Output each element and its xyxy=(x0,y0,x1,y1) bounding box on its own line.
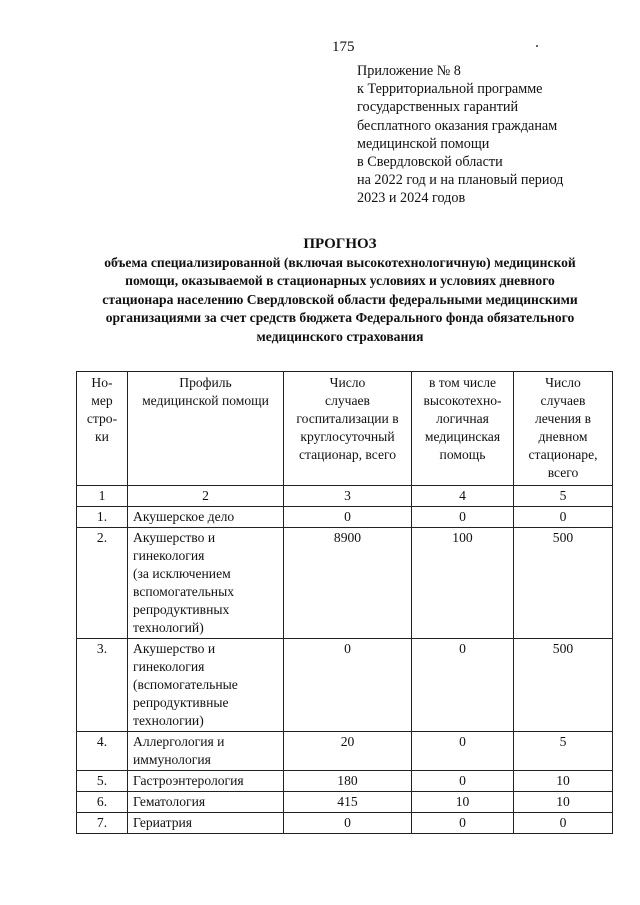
row-number: 5. xyxy=(77,771,128,792)
appendix-line: государственных гарантий xyxy=(357,99,519,116)
header-profile: Профиль медицинской помощи xyxy=(128,372,284,486)
header-day-hospital: Число случаев лечения в дневном стационаре, всего xyxy=(514,372,613,486)
table-row xyxy=(77,507,613,528)
appendix-line: 2023 и 2024 годов xyxy=(357,190,466,207)
day-hospital-value: 0 xyxy=(514,507,613,528)
hospitalization-value: 180 xyxy=(284,771,412,792)
hospitalization-value: 415 xyxy=(284,792,412,813)
row-number: 7. xyxy=(77,813,128,834)
row-number: 2. xyxy=(77,528,128,639)
hightech-value: 10 xyxy=(412,792,514,813)
appendix-line: медицинской помощи xyxy=(357,135,490,152)
hightech-value: 0 xyxy=(412,507,514,528)
title-heading: ПРОГНОЗ xyxy=(303,236,377,252)
page-number: 175 xyxy=(332,39,355,55)
forecast-table xyxy=(76,371,613,834)
day-hospital-value: 500 xyxy=(514,639,613,732)
header-row-number: Но- мер стро- ки xyxy=(77,372,128,486)
table-row xyxy=(77,771,613,792)
profile-cell: Акушерство и гинекология (вспомогательные репродуктивные технологии) xyxy=(128,639,284,732)
table-row xyxy=(77,792,613,813)
profile-cell: Гематология xyxy=(128,792,284,813)
header-hospitalization: Число случаев госпитализации в круглосуточный стационар, всего xyxy=(284,372,412,486)
subtitle-line: стационара населению Свердловской области федеральными медицинскими xyxy=(102,291,578,307)
hightech-value: 0 xyxy=(412,813,514,834)
day-hospital-value: 5 xyxy=(514,732,613,771)
appendix-line: бесплатного оказания гражданам xyxy=(357,117,558,134)
hospitalization-value: 0 xyxy=(284,639,412,732)
day-hospital-value: 500 xyxy=(514,528,613,639)
header-hightech: в том числе высокотехно- логичная медицинская помощь xyxy=(412,372,514,486)
column-number: 5 xyxy=(514,486,613,507)
table-row xyxy=(77,639,613,732)
hospitalization-value: 8900 xyxy=(284,528,412,639)
column-number: 2 xyxy=(128,486,284,507)
column-number: 3 xyxy=(284,486,412,507)
row-number: 1. xyxy=(77,507,128,528)
appendix-line: Приложение № 8 xyxy=(357,63,461,79)
subtitle-line: организациями за счет средств бюджета Федерального фонда обязательного xyxy=(105,310,575,326)
hightech-value: 0 xyxy=(412,639,514,732)
profile-cell: Аллергология и иммунология xyxy=(128,732,284,771)
profile-cell: Акушерское дело xyxy=(128,507,284,528)
title-subtitle xyxy=(70,254,610,346)
table-row xyxy=(77,813,613,834)
day-hospital-value: 10 xyxy=(514,771,613,792)
row-number: 4. xyxy=(77,732,128,771)
appendix-line: в Свердловской области xyxy=(357,154,503,171)
profile-cell: Гастроэнтерология xyxy=(128,771,284,792)
hospitalization-value: 0 xyxy=(284,507,412,528)
appendix-block xyxy=(357,62,597,208)
hospitalization-value: 0 xyxy=(284,813,412,834)
table-row xyxy=(77,528,613,639)
hightech-value: 0 xyxy=(412,771,514,792)
appendix-line: на 2022 год и на плановый период xyxy=(357,172,564,189)
table-row xyxy=(77,732,613,771)
day-hospital-value: 0 xyxy=(514,813,613,834)
document-title xyxy=(70,234,610,346)
scan-speck xyxy=(536,45,538,47)
profile-cell: Гериатрия xyxy=(128,813,284,834)
column-number-row xyxy=(77,486,613,507)
row-number: 3. xyxy=(77,639,128,732)
profile-cell: Акушерство и гинекология (за исключением вспомогательных репродуктивных технологий) xyxy=(128,528,284,639)
subtitle-line: помощи, оказываемой в стационарных условиях и условиях дневного xyxy=(125,273,555,289)
column-number: 1 xyxy=(77,486,128,507)
subtitle-line: объема специализированной (включая высокотехнологичную) медицинской xyxy=(104,255,576,270)
hightech-value: 0 xyxy=(412,732,514,771)
table-header-row xyxy=(77,372,613,486)
row-number: 6. xyxy=(77,792,128,813)
hospitalization-value: 20 xyxy=(284,732,412,771)
hightech-value: 100 xyxy=(412,528,514,639)
column-number: 4 xyxy=(412,486,514,507)
subtitle-line: медицинского страхования xyxy=(256,328,424,344)
day-hospital-value: 10 xyxy=(514,792,613,813)
appendix-line: к Территориальной программе xyxy=(357,81,543,98)
